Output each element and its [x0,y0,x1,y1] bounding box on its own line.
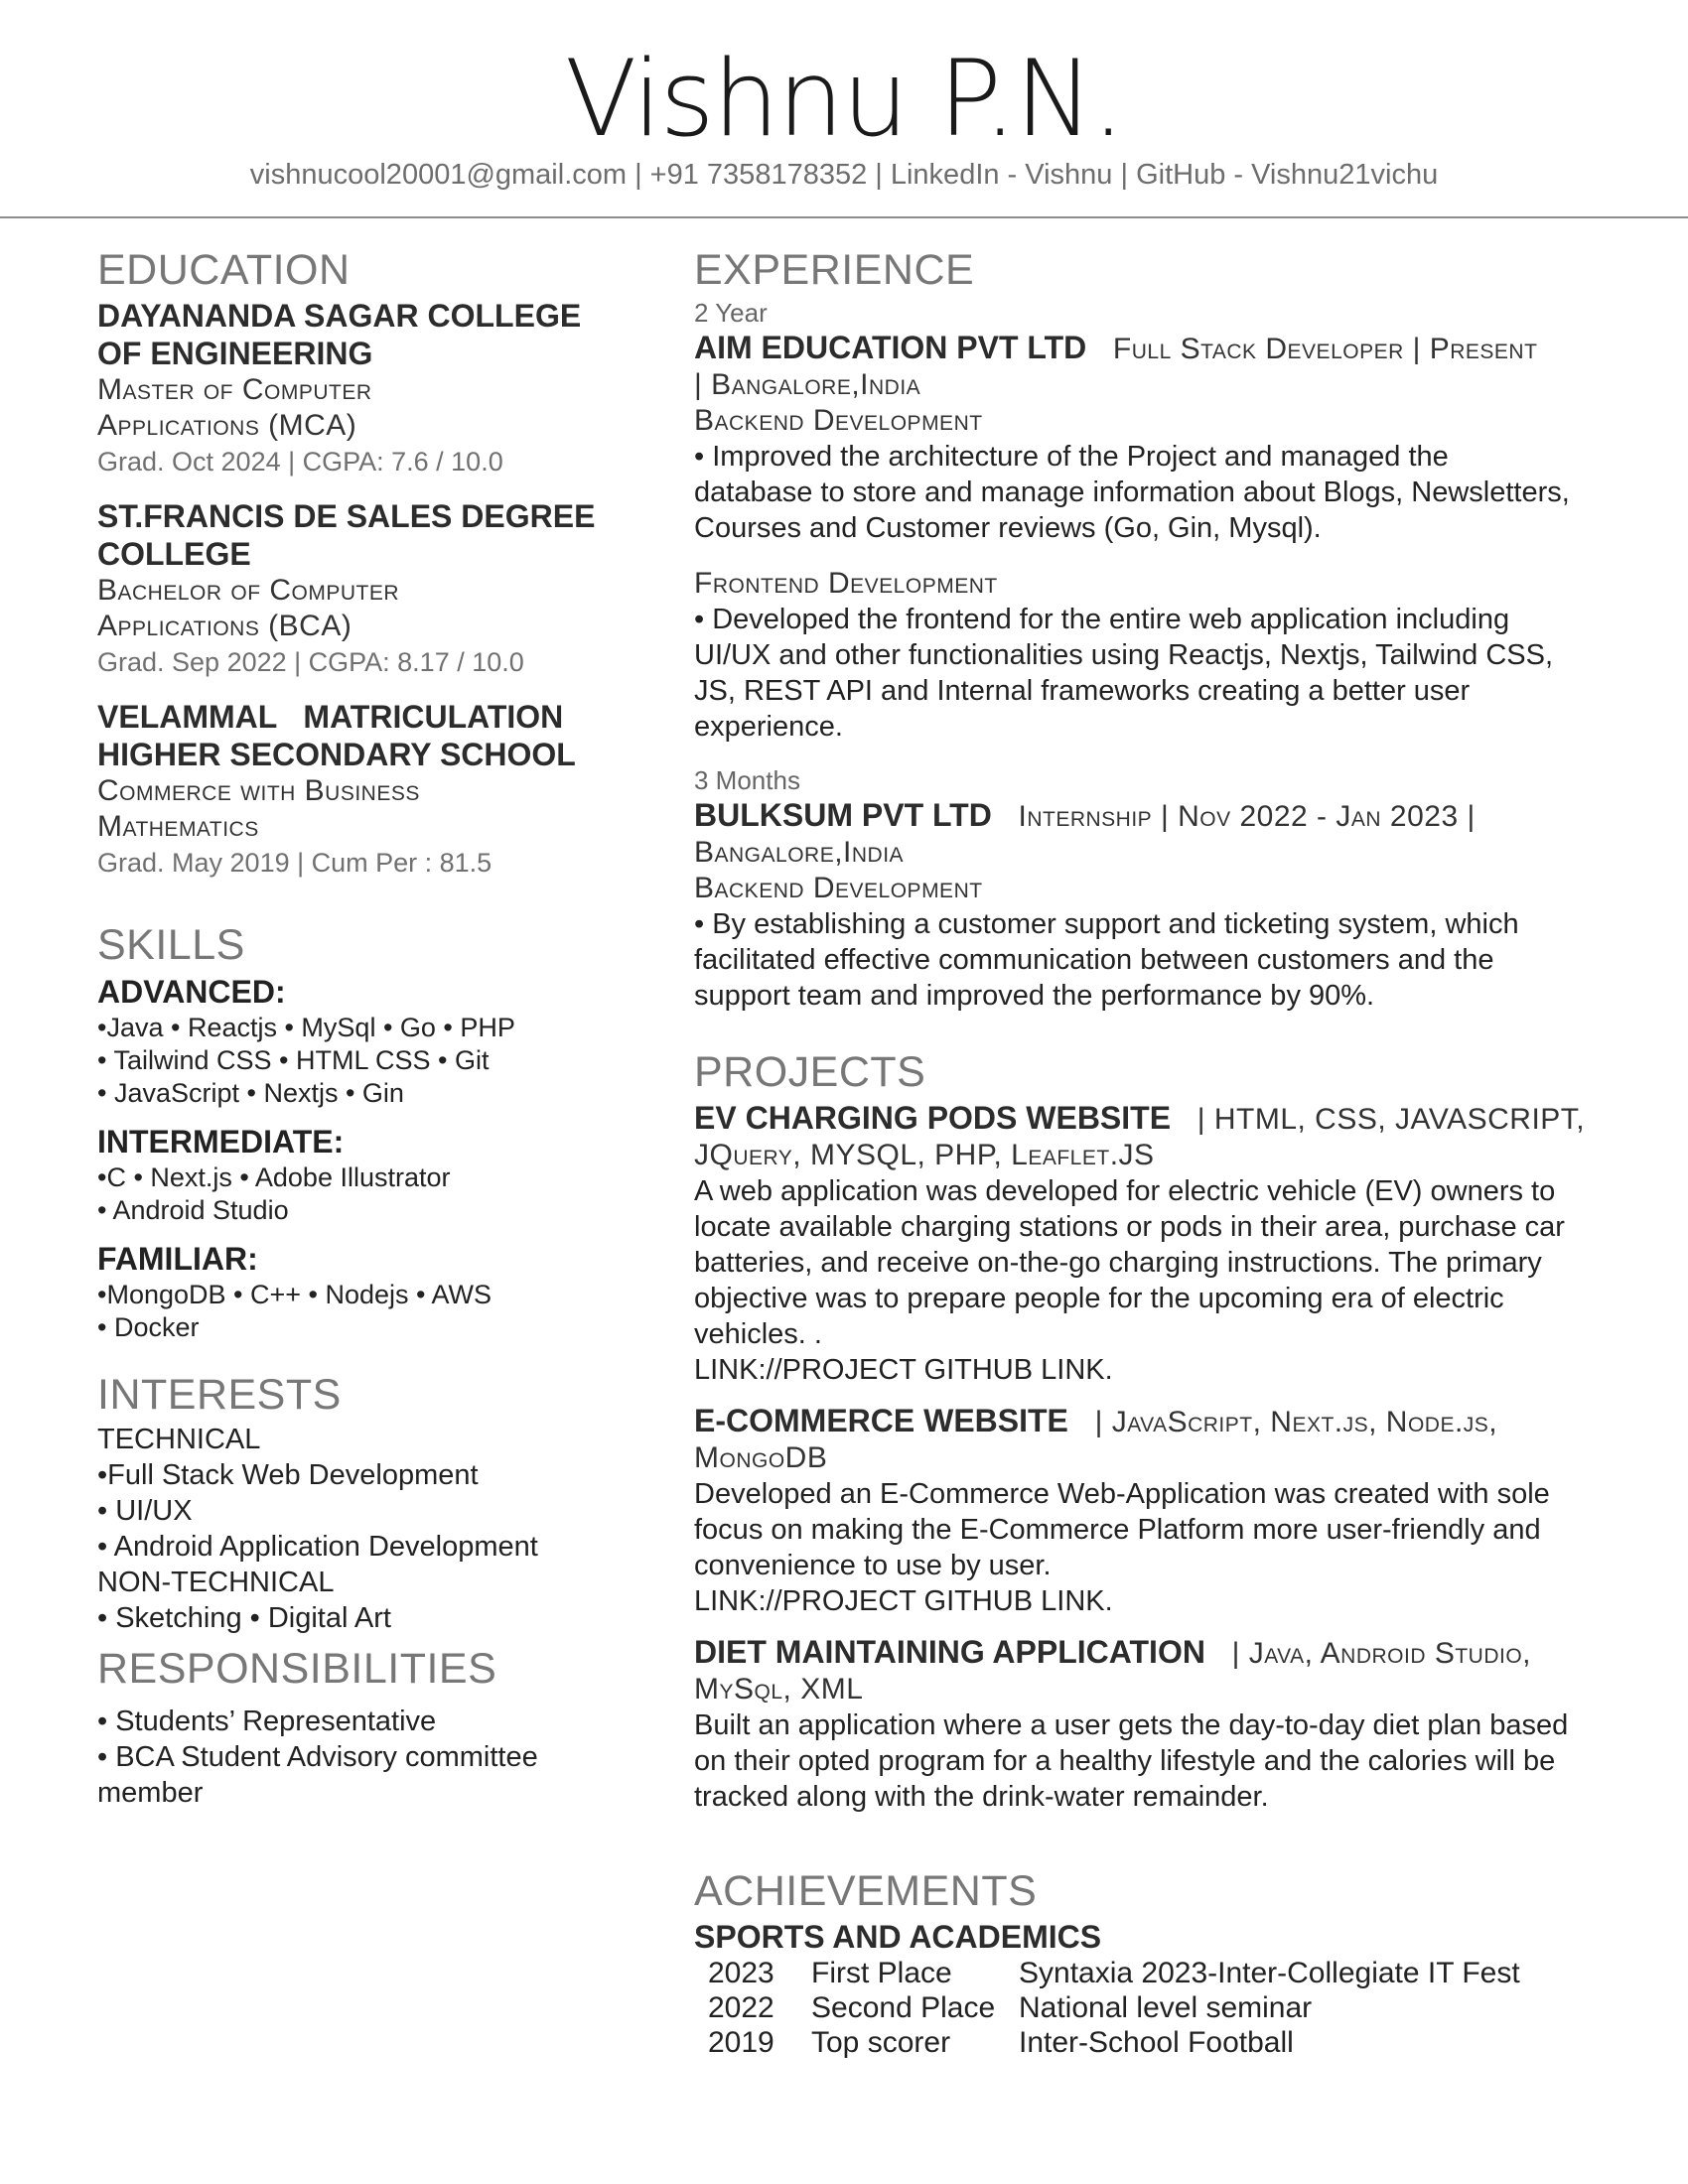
job-section-title: Backend Development [694,872,983,904]
job-description-line: JS, REST API and Internal frameworks creating a better user [694,675,1471,707]
school-name: COLLEGE [97,536,251,572]
job-section-title: Backend Development [694,404,983,437]
company-name: AIM EDUCATION PVT LTD [694,330,1087,365]
achievement-event: Syntaxia 2023-Inter-Collegiate IT Fest [1019,1957,1520,1989]
grad-info: Grad. Sep 2022 | CGPA: 8.17 / 10.0 [97,647,524,677]
project-title-line [694,1099,1608,1138]
achievement-year: 2019 [708,2026,774,2059]
achievement-place: First Place [811,1957,952,1989]
interest-line: • UI/UX [97,1495,193,1527]
project-title: E-COMMERCE WEBSITE [694,1403,1068,1438]
table-row [708,2025,1520,2060]
skill-line: • JavaScript • Nextjs • Gin [97,1078,404,1108]
project-description-line: convenience to use by user. [694,1550,1052,1581]
project-entry [694,1099,1608,1388]
skills-heading: SKILLS [97,921,245,969]
degree: Bachelor of Computer [97,574,400,607]
job-description-line: Courses and Customer reviews (Go, Gin, Mysql). [694,512,1322,544]
project-description-line: batteries, and receive on-the-go charging instructions. The primary [694,1247,1542,1279]
achievement-place: Top scorer [811,2026,951,2059]
skill-level-label: INTERMEDIATE: [97,1124,345,1160]
company-name: BULKSUM PVT LTD [694,797,992,833]
achievements-subheading: SPORTS AND ACADEMICS [694,1919,1102,1955]
job-description-line: • Improved the architecture of the Project and managed the [694,441,1449,473]
job-period: 3 Months [694,765,800,795]
job-description-line: support team and improved the performance by 90%. [694,980,1375,1012]
grad-info: Grad. May 2019 | Cum Per : 81.5 [97,848,492,878]
interests-heading: INTERESTS [97,1371,342,1419]
degree: Mathematics [97,810,259,843]
job-description-line: facilitated effective communication between customers and the [694,944,1494,976]
job-entry [694,764,1608,1014]
job-period: 2 Year [694,298,768,328]
education-item [97,497,653,680]
table-row [708,1990,1520,2025]
degree: Applications (MCA) [97,409,357,442]
project-title: DIET MAINTAINING APPLICATION [694,1634,1205,1670]
job-role: Full Stack Developer | Present [1112,333,1538,365]
project-entry [694,1402,1608,1619]
skill-line: •MongoDB • C++ • Nodejs • AWS [97,1280,492,1309]
project-description-line: A web application was developed for electric vehicle (EV) owners to [694,1175,1556,1207]
job-description-line: database to store and manage information about Blogs, Newsletters, [694,477,1570,508]
achievement-place: Second Place [811,1991,996,2024]
education-heading: EDUCATION [97,246,351,294]
grad-info: Grad. Oct 2024 | CGPA: 7.6 / 10.0 [97,447,503,477]
job-description-line: • Developed the frontend for the entire web application including [694,604,1510,635]
job-description-line: • By establishing a customer support and ticketing system, which [694,908,1519,940]
school-name: DAYANANDA SAGAR COLLEGE [97,298,582,334]
table-row [708,1956,1520,1990]
right-column [694,243,1608,2060]
education-item [97,297,653,479]
responsibilities-heading: RESPONSIBILITIES [97,1645,497,1693]
project-tech: | JavaScript, Next.js, Node.js, [1094,1406,1498,1438]
responsibility-line: • BCA Student Advisory committee [97,1741,538,1773]
job-description-line: experience. [694,711,843,743]
project-tech: JQuery, MYSQL, PHP, Leaflet.JS [694,1139,1155,1171]
interest-line: • Android Application Development [97,1531,538,1563]
interest-line: • Sketching • Digital Art [97,1602,391,1634]
project-tech: MongoDB [694,1441,828,1474]
project-entry [694,1633,1608,1815]
job-role: Internship | Nov 2022 - Jan 2023 | [1018,800,1476,833]
experience-heading: EXPERIENCE [694,246,975,294]
degree: Applications (BCA) [97,610,352,642]
project-description-line: tracked along with the drink-water remainder. [694,1781,1269,1813]
school-name: HIGHER SECONDARY SCHOOL [97,737,576,772]
interest-line: TECHNICAL [97,1424,261,1455]
project-title-line [694,1402,1608,1440]
project-description-line: Built an application where a user gets the day-to-day diet plan based [694,1709,1569,1741]
job-location: | Bangalore,India [694,368,921,401]
project-tech: | Java, Android Studio, [1231,1637,1532,1670]
school-name: VELAMMAL MATRICULATION [97,699,564,735]
skill-level-label: ADVANCED: [97,974,286,1010]
degree: Master of Computer [97,373,372,406]
project-title: EV CHARGING PODS WEBSITE [694,1100,1172,1136]
job-location: Bangalore,India [694,836,905,869]
project-description-line: vehicles. . [694,1318,822,1350]
skill-line: • Android Studio [97,1195,289,1225]
projects-heading: PROJECTS [694,1048,926,1096]
left-column [97,243,653,1811]
achievement-event: National level seminar [1019,1991,1313,2024]
skill-line: • Docker [97,1312,200,1342]
project-title-line [694,1633,1608,1672]
job-entry [694,297,1608,745]
school-name: OF ENGINEERING [97,336,373,371]
job-title-line [694,796,1608,835]
interest-line: •Full Stack Web Development [97,1459,479,1491]
education-item [97,698,653,881]
job-title-line [694,329,1608,367]
project-tech: | HTML, CSS, JAVASCRIPT, [1196,1103,1586,1136]
job-section-title: Frontend Development [694,567,998,600]
project-description-line: on their opted program for a healthy lifestyle and the calories will be [694,1745,1556,1777]
achievements-heading: ACHIEVEMENTS [694,1867,1038,1915]
skill-line: •C • Next.js • Adobe Illustrator [97,1162,451,1192]
project-link[interactable]: LINK://PROJECT GITHUB LINK. [694,1354,1113,1386]
project-description-line: objective was to prepare people for the upcoming era of electric [694,1283,1504,1314]
project-description-line: locate available charging stations or pods in their area, purchase car [694,1211,1565,1243]
header-divider [0,216,1688,218]
degree: Commerce with Business [97,774,420,807]
achievement-year: 2022 [708,1991,774,2024]
achievement-year: 2023 [708,1957,774,1989]
project-link[interactable]: LINK://PROJECT GITHUB LINK. [694,1585,1113,1617]
resume-name: Vishnu P.N. [564,38,1124,160]
responsibility-line: member [97,1777,204,1809]
achievements-table [708,1956,1520,2060]
skill-line: •Java • Reactjs • MySql • Go • PHP [97,1013,515,1042]
school-name: ST.FRANCIS DE SALES DEGREE [97,498,596,534]
skill-line: • Tailwind CSS • HTML CSS • Git [97,1045,490,1075]
achievement-event: Inter-School Football [1019,2026,1294,2059]
responsibility-line: • Students’ Representative [97,1706,437,1737]
contact-line: vishnucool20001@gmail.com | +91 7358178352 | LinkedIn - Vishnu | GitHub - Vishnu21vichu [249,159,1439,191]
job-description-line: UI/UX and other functionalities using Reactjs, Nextjs, Tailwind CSS, [694,639,1554,671]
project-tech: MySql, XML [694,1673,864,1706]
project-description-line: focus on making the E-Commerce Platform more user-friendly and [694,1514,1541,1546]
interest-line: NON-TECHNICAL [97,1567,335,1598]
project-description-line: Developed an E-Commerce Web-Application was created with sole [694,1478,1550,1510]
skill-level-label: FAMILIAR: [97,1241,258,1277]
